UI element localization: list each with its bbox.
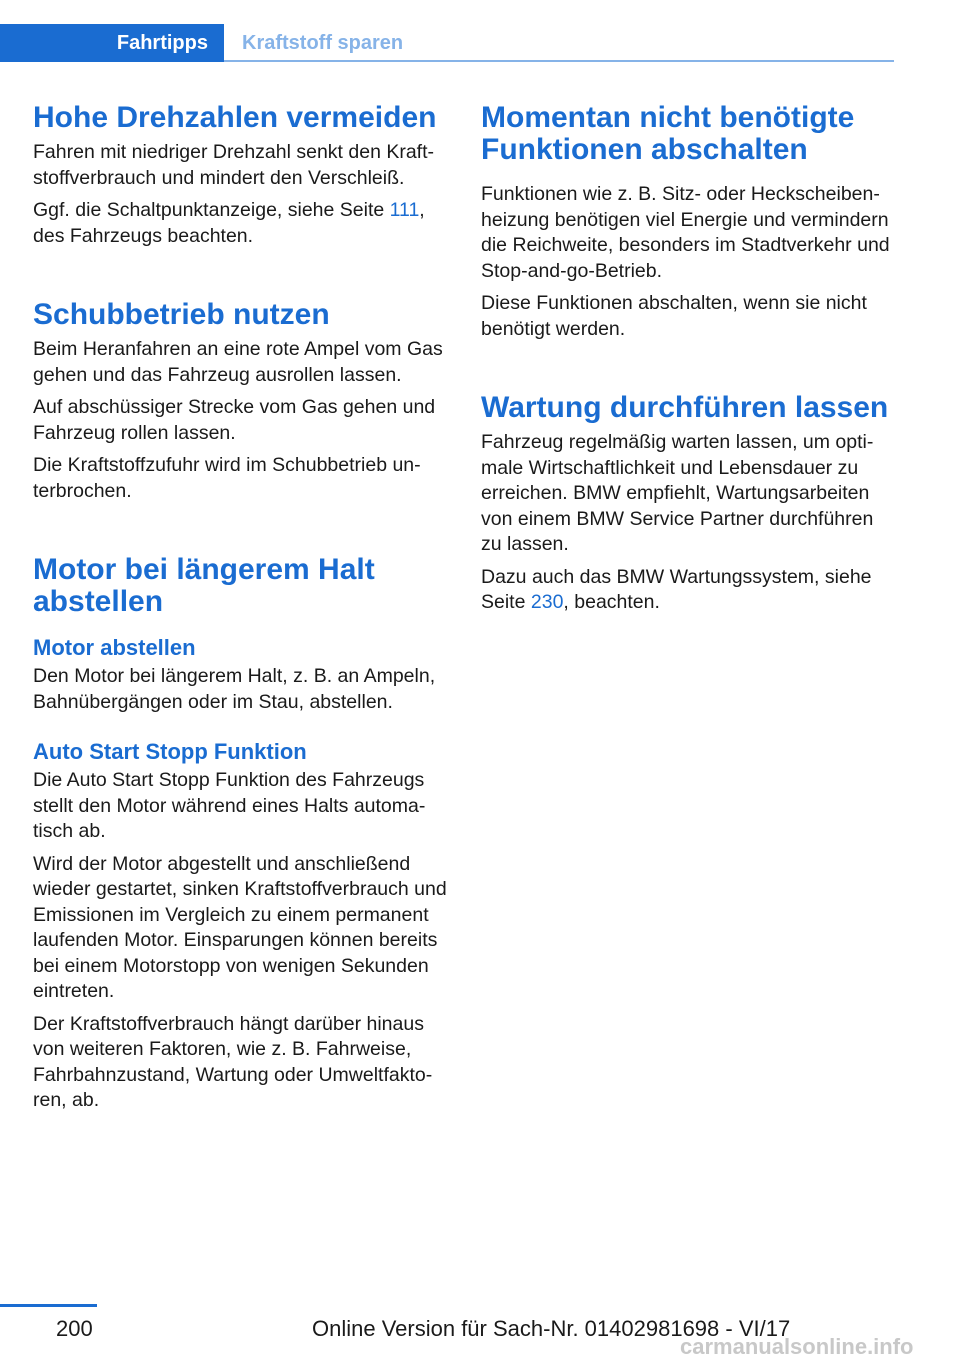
online-version-note: Online Version für Sach-Nr. 01402981698 - VI/17	[312, 1316, 791, 1341]
paragraph: Funktionen wie z. B. Sitz- oder Heckscheibenheizung benötigen viel Energie und vermindern die Reichweite, besonders im Stadtverkehr und Stop-and-go-Betrieb.	[481, 183, 890, 282]
page-number: 200	[56, 1316, 93, 1341]
paragraph: Auf abschüssiger Strecke vom Gas gehen und Fahrzeug rollen lassen.	[33, 396, 436, 444]
heading-hohe-drehzahlen: Hohe Drehzahlen vermeiden	[33, 101, 437, 134]
paragraph: Wird der Motor abgestellt und anschließend wieder gestartet, sinken Kraftstoffverbrauch und Emissionen im Vergleich zu einem permanent laufenden Motor. Einsparungen können bereits bei einem Motorstopp von wenigen Sekunden eintreten.	[33, 852, 447, 1002]
chapter-tab[interactable]: Fahrtipps	[0, 24, 224, 62]
page-link-111[interactable]: 111	[389, 199, 420, 221]
paragraph: Der Kraftstoffverbrauch hängt darüber hinaus von weiteren Faktoren, wie z. B. Fahrweise, Fahrbahnzustand, Wartung oder Umweltfaktoren, ab.	[33, 1012, 433, 1111]
paragraph: Diese Funktionen abschalten, wenn sie nicht benötigt werden.	[481, 292, 867, 340]
heading-wartung: Wartung durchführen lassen	[481, 391, 889, 424]
section-tab[interactable]: Kraftstoff sparen	[242, 31, 404, 54]
heading-funktionen-abschalten: Momentan nicht benötigte Funktionen abschalten	[481, 101, 855, 166]
paragraph: Fahren mit niedriger Drehzahl senkt den Kraftstoffverbrauch und mindert den Verschleiß.	[33, 141, 435, 189]
text: Ggf. die Schaltpunktanzeige, siehe Seite	[33, 199, 390, 221]
subheading-motor-abstellen: Motor abstellen	[33, 635, 196, 660]
left-column	[33, 102, 451, 1121]
header-rule	[224, 60, 894, 62]
paragraph: Beim Heranfahren an eine rote Ampel vom Gas gehen und das Fahrzeug ausrollen lassen.	[33, 338, 443, 386]
footer-rule	[0, 1304, 97, 1307]
page-link-230[interactable]: 230	[530, 591, 564, 613]
paragraph: Fahrzeug regelmäßig warten lassen, um optimale Wirtschaftlichkeit und Lebensdauer zu erreichen. BMW empfiehlt, Wartungsarbeiten von einem BMW Service Partner durchführen zu lassen.	[481, 431, 874, 555]
page-header	[0, 24, 894, 62]
paragraph-with-link	[33, 198, 451, 249]
right-column	[481, 102, 891, 623]
paragraph: Den Motor bei längerem Halt, z. B. an Ampeln, Bahnübergängen oder im Stau, abstellen.	[33, 665, 436, 713]
paragraph: Die Auto Start Stopp Funktion des Fahrzeugs stellt den Motor während eines Halts automatisch ab.	[33, 769, 426, 842]
paragraph-with-link	[481, 565, 891, 616]
paragraph: Die Kraftstoffzufuhr wird im Schubbetrieb unterbrochen.	[33, 454, 421, 502]
heading-motor-abstellen: Motor bei längerem Halt abstellen	[33, 553, 375, 618]
heading-schubbetrieb: Schubbetrieb nutzen	[33, 298, 330, 331]
subheading-auto-start-stopp: Auto Start Stopp Funktion	[33, 739, 307, 764]
text: Dazu auch das BMW Wartungssystem, siehe Seite	[481, 565, 872, 613]
text: , beachten.	[563, 591, 660, 613]
text: , des Fahrzeugs beachten.	[33, 199, 425, 247]
watermark: carmanualsonline.info	[680, 1334, 914, 1359]
